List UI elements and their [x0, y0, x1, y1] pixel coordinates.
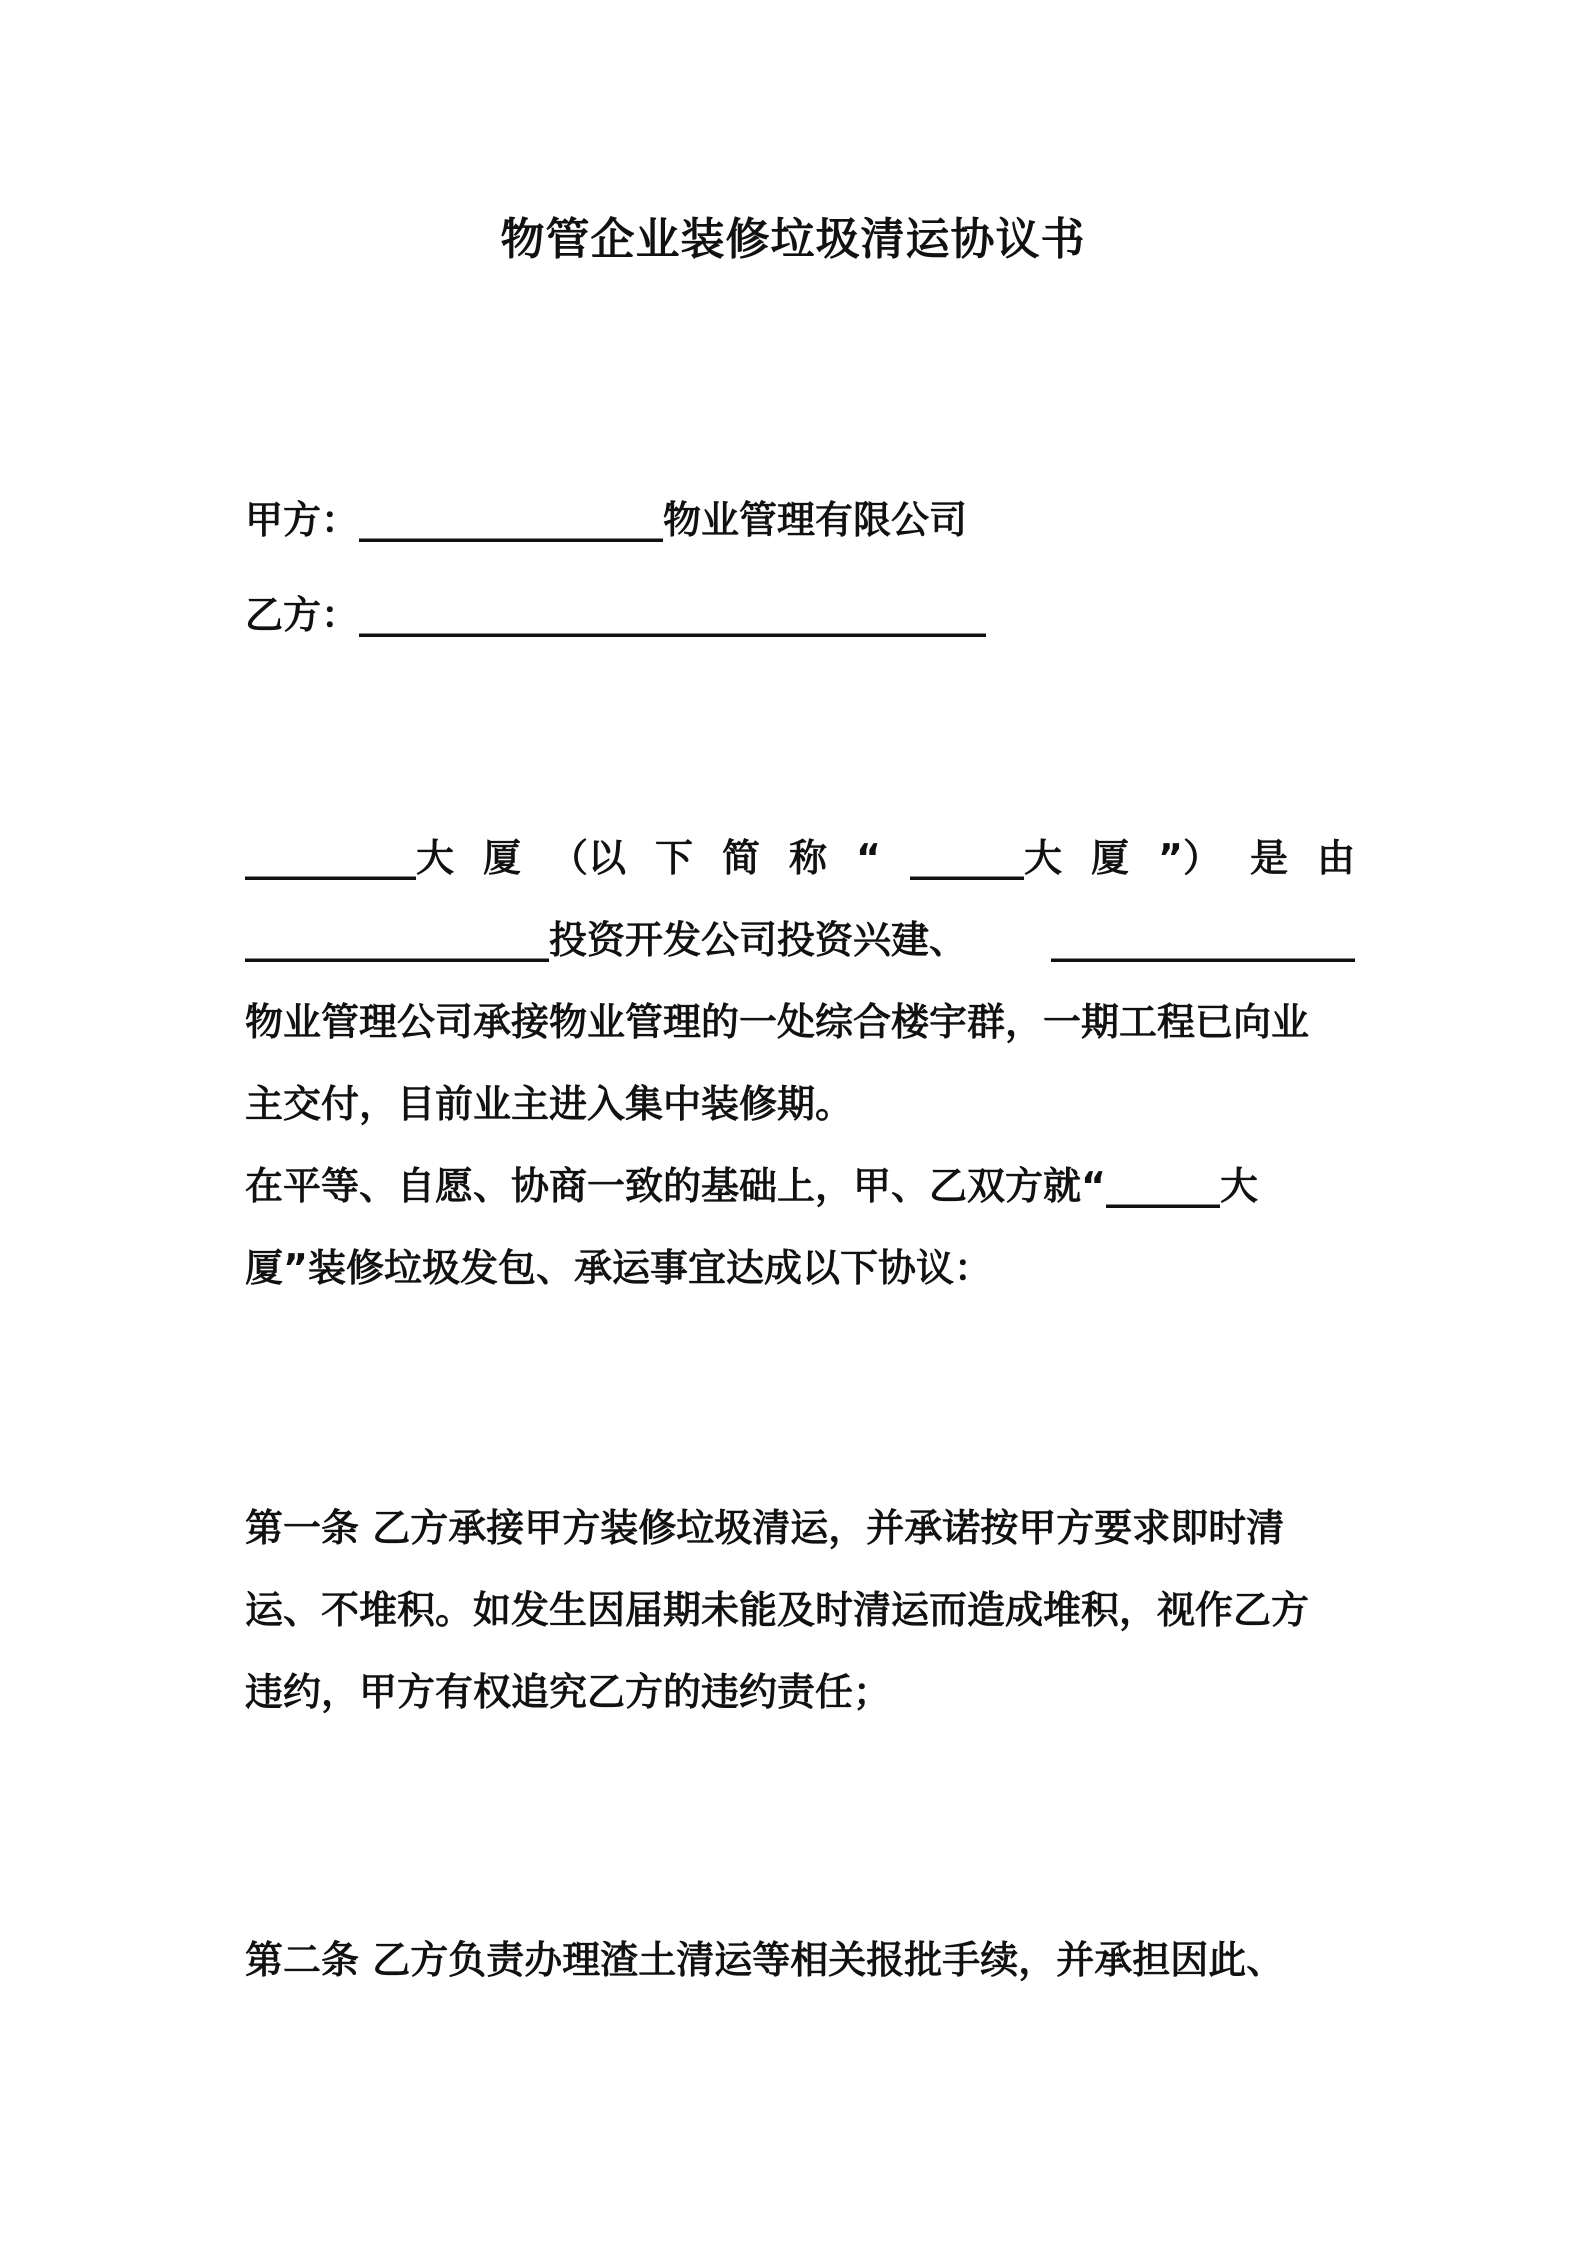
intro-paragraph-line-4: [245, 1063, 1355, 1145]
intro-cell: 下: [655, 836, 694, 880]
intro-cell: （以: [550, 836, 627, 880]
article-line: 第一条 乙方承接甲方装修垃圾清运，并承诺按甲方要求即时清: [245, 1506, 1285, 1550]
intro-cell: 称: [789, 836, 828, 880]
intro-paragraph-line-1: [245, 817, 1355, 899]
intro-paragraph-line-3: [245, 981, 1355, 1063]
intro-text: 厦”装修垃圾发包、承运事宜达成以下协议：: [245, 1246, 992, 1290]
intro-cell: 简: [722, 836, 761, 880]
intro-cell: ”）: [1157, 836, 1221, 880]
article-line: 第二条 乙方负责办理渣土清运等相关报批手续，并承担因此、: [245, 1938, 1285, 1982]
intro-cell: 厦: [1090, 836, 1129, 880]
article-2: [245, 1919, 1355, 2001]
intro-paragraph-line-2: [245, 899, 1355, 981]
article-line: 运、不堆积。如发生因届期未能及时清运而造成堆积，视作乙方: [245, 1588, 1310, 1632]
intro-text: 在平等、自愿、协商一致的基础上，甲、乙双方就“______大: [245, 1164, 1258, 1208]
party-b-line: 乙方：_________________________________: [245, 593, 987, 637]
intro-cell: 厦: [483, 836, 522, 880]
intro-paragraph-line-5: [245, 1145, 1355, 1227]
party-a-line: 甲方：________________物业管理有限公司: [245, 498, 968, 542]
intro-cell: ________________: [1051, 918, 1355, 962]
intro-text: 物业管理公司承接物业管理的一处综合楼宇群，一期工程已向业: [245, 1000, 1310, 1044]
intro-cell: ________________投资开发公司投资兴建、: [245, 918, 968, 962]
intro-cell: 是: [1249, 836, 1288, 880]
article-line: 违约，甲方有权追究乙方的违约责任；: [245, 1670, 892, 1714]
intro-cell: _________大: [245, 836, 455, 880]
document-title: 物管企业装修垃圾清运协议书: [500, 214, 1086, 265]
intro-cell: 由: [1316, 836, 1355, 880]
intro-cell: ______大: [909, 836, 1062, 880]
article-1: [245, 1487, 1355, 1733]
intro-text: 主交付，目前业主进入集中装修期。: [245, 1082, 854, 1126]
intro-paragraph-line-6: [245, 1227, 1355, 1309]
intro-cell: “: [856, 836, 881, 880]
